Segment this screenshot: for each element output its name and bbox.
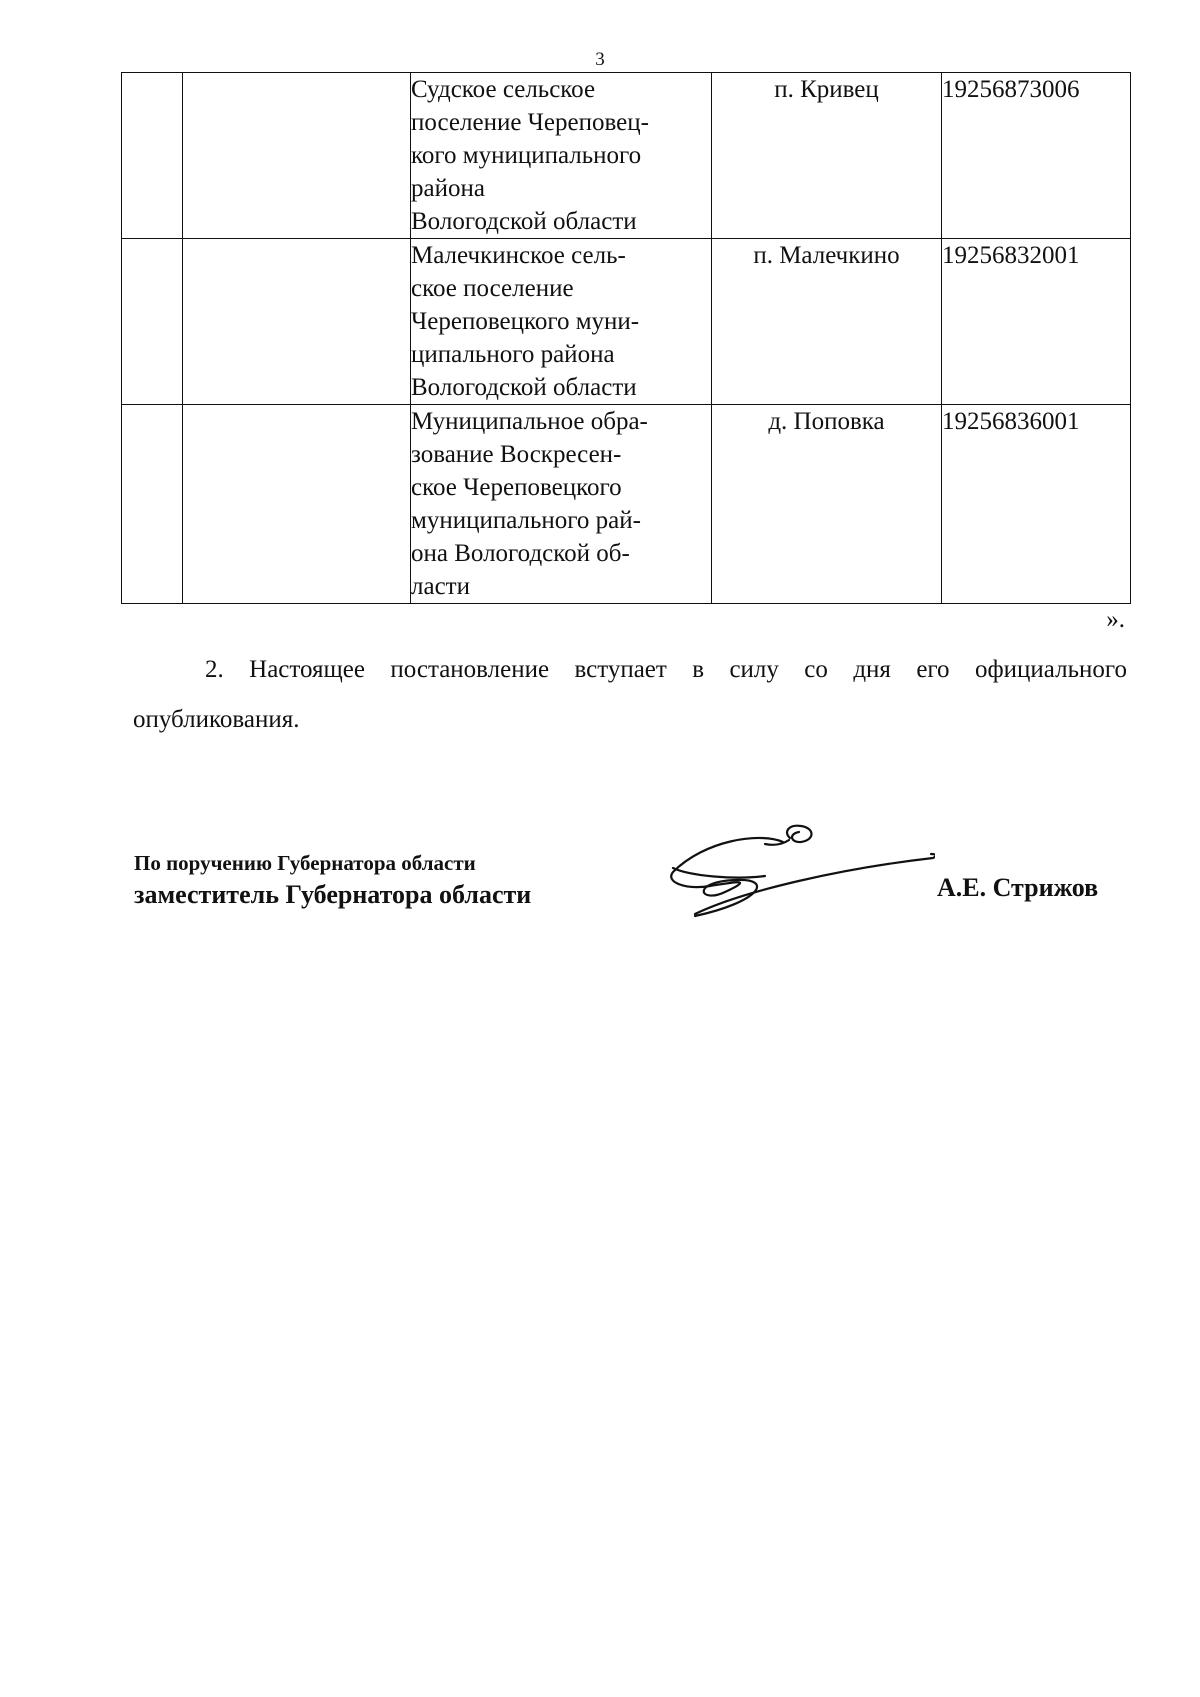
- municipality-name-line: она Вологодской об-: [411, 540, 630, 567]
- table-cell-empty: [122, 405, 183, 604]
- municipality-name-line: Вологодской области: [411, 374, 637, 401]
- table-cell-empty: [183, 73, 411, 239]
- municipality-name-line: Вологодской области: [411, 208, 637, 235]
- table-row: [122, 73, 1131, 239]
- municipality-name-line: кого муниципального: [411, 142, 642, 169]
- municipality-name-line: зование Воскресен-: [411, 441, 622, 468]
- municipality-name-line: Череповецкого муни-: [411, 308, 640, 335]
- page-number: 3: [595, 49, 605, 70]
- municipality-name-line: ласти: [411, 573, 470, 600]
- municipality-name-line: ципального района: [411, 341, 615, 368]
- signatory-position-line: заместитель Губернатора области: [134, 880, 532, 909]
- municipality-name-line: ское поселение: [411, 275, 574, 302]
- table-row: [122, 405, 1131, 604]
- municipality-name-line: муниципального рай-: [411, 507, 641, 534]
- table-cell-empty: [183, 405, 411, 604]
- municipality-name-line: ское Череповецкого: [411, 474, 622, 501]
- handwritten-signature: [665, 810, 935, 920]
- municipality-name-cell: [411, 73, 712, 239]
- municipality-name-line: Малечкинское сель-: [411, 242, 626, 269]
- closing-quote: ».: [1106, 606, 1125, 633]
- table-row: [122, 239, 1131, 405]
- table-cell-empty: [183, 239, 411, 405]
- municipality-name-line: Судское сельское: [411, 76, 596, 103]
- settlement-cell: п. Малечкино: [712, 239, 942, 405]
- settlements-table: [121, 72, 1131, 604]
- oktmo-code-cell: 19256873006: [942, 73, 1131, 239]
- table-cell-empty: [122, 239, 183, 405]
- signatory-authority-line: По поручению Губернатора области: [134, 851, 476, 875]
- resolution-paragraph: 2. Настоящее постановление вступает в силу со дня его официального опубликования.: [133, 656, 1127, 733]
- signature-block: [134, 848, 531, 912]
- municipality-name-line: поселение Череповец-: [411, 109, 649, 136]
- settlement-cell: д. Поповка: [712, 405, 942, 604]
- municipality-name-cell: [411, 239, 712, 405]
- municipality-name-line: Муниципальное обра-: [411, 408, 648, 435]
- table-cell-empty: [122, 73, 183, 239]
- oktmo-code-cell: 19256832001: [942, 239, 1131, 405]
- municipality-name-line: района: [411, 175, 485, 202]
- oktmo-code-cell: 19256836001: [942, 405, 1131, 604]
- signer-name: А.Е. Стрижов: [937, 873, 1099, 902]
- municipality-name-cell: [411, 405, 712, 604]
- settlement-cell: п. Кривец: [712, 73, 942, 239]
